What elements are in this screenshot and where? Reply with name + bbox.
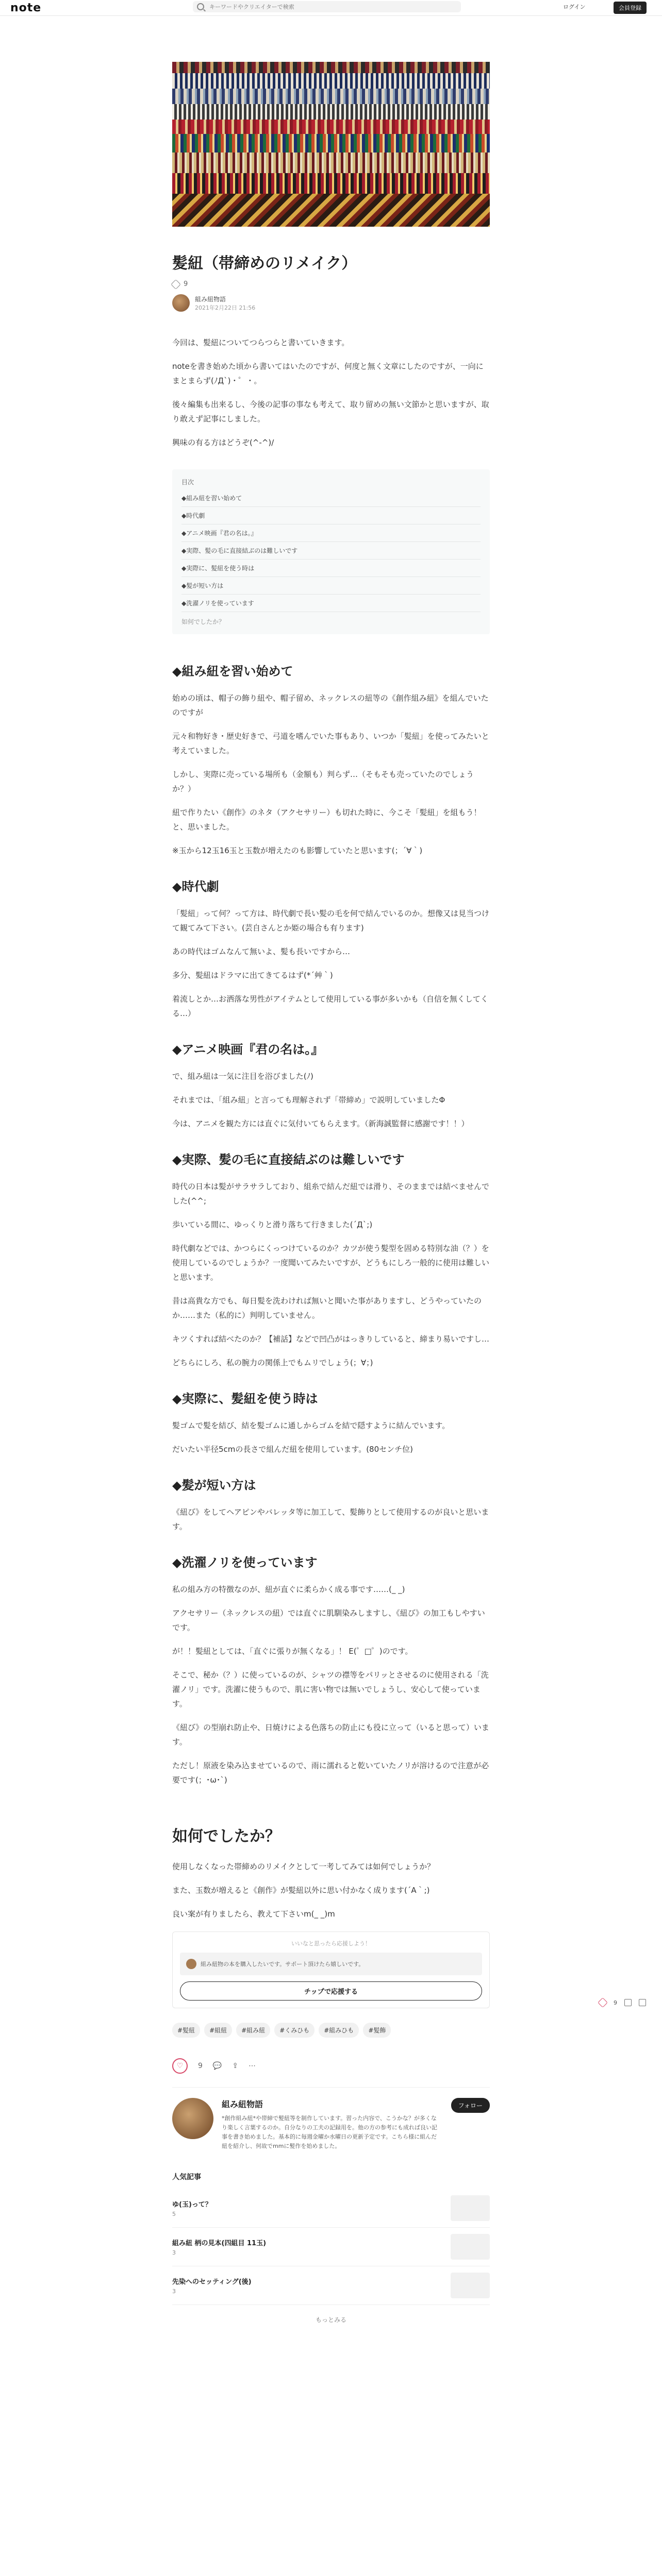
toc-item[interactable]: 如何でしたか？: [181, 618, 225, 625]
side-like-count: 9: [614, 1999, 617, 2006]
like-count[interactable]: [172, 280, 490, 288]
intro-text: [172, 335, 490, 450]
paragraph: 時代の日本は髪がサラサラしており、組糸で結んだ紐では滑り、そのままでは結べませんでした(^^;: [172, 1182, 490, 1206]
toc-item[interactable]: ◆実際に、髪紐を使う時は: [181, 560, 481, 577]
section-heading: ◆実際に、髪紐を使う時は: [172, 1392, 318, 1406]
comment-icon[interactable]: 💬: [212, 2062, 222, 2070]
paragraph: 今は、アニメを観た方には直ぐに気付いてもらえます。（新海誠監督に感謝です！！）: [172, 1119, 469, 1128]
author-profile: [172, 2087, 490, 2151]
toc-item[interactable]: ◆組み紐を習い始めて: [181, 489, 481, 507]
paragraph: アクセサリー（ネックレスの紐）では直ぐに肌馴染みしますし、《紐び》の加工もしやすいです。: [172, 1608, 485, 1632]
paragraph: 良い案が有りましたら、教えて下さいm(_ _)m: [172, 1909, 335, 1919]
paragraph: 私の組み方の特徴なのが、紐が直ぐに柔らかく成る事です……(_ _): [172, 1585, 405, 1594]
paragraph: 《紐び》の型崩れ防止や、日焼けによる色落ちの防止にも役に立って（いると思って）います。: [172, 1723, 489, 1747]
paragraph: それまでは、「組み紐」と言っても理解されず「帯締め」で説明していましたΦ: [172, 1095, 445, 1105]
paragraph: キツくすれば結べたのか？【補話】などで凹凸がはっきりしていると、締まり易いですし…: [172, 1334, 490, 1344]
heart-icon: [171, 279, 181, 290]
thumbnail[interactable]: [451, 2273, 490, 2298]
toc-item[interactable]: ◆時代劇: [181, 507, 481, 524]
author-avatar[interactable]: [172, 294, 190, 312]
follow-button[interactable]: フォロー: [451, 2098, 490, 2113]
paragraph: 歩いている間に、ゆっくりと滑り落ちて行きました(´Д`;): [172, 1220, 373, 1229]
paragraph: 時代劇などでは、かつらにくっつけているのか？カツが使う髪型を固める特別な油（？）を使用しているのでしょうか？一度聞いてみたいですが、どうもにしろ一般的に使用は難しいと思います。: [172, 1244, 490, 1282]
paragraph: noteを書き始めた頃から書いてはいたのですが、何度と無く文章にしたのですが、一向にまとまらず(ﾉД`)・゜・。: [172, 362, 484, 385]
tag[interactable]: #組みひも: [319, 2023, 359, 2038]
popular-title[interactable]: ゆ(玉)って？: [172, 2201, 212, 2209]
section-heading: ◆洗濯ノリを使っています: [172, 1555, 318, 1570]
paragraph: 紐で作りたい《創作》のネタ（アクセサリー）も切れた時に、今こそ「髪紐」を組もう！と、思いました。: [172, 808, 482, 832]
paragraph: そこで、秘か（？）に使っているのが、シャツの襟等をパリッとさせるのに使用される「洗濯ノリ」です。洗濯に使うもので、肌に害い物では無いでしょうし、安心して使っています。: [172, 1670, 489, 1708]
article-content: [172, 62, 490, 2324]
search-icon: [197, 3, 204, 10]
section-heading: ◆髪が短い方は: [172, 1478, 256, 1493]
heart-icon[interactable]: [598, 1997, 608, 2008]
paragraph: 昔は高貴な方でも、毎日髪を洗わければ無いと聞いた事がありますし、どうやっていたのか……また（私的に）判明していません。: [172, 1296, 482, 1320]
thumbnail[interactable]: [451, 2234, 490, 2260]
tag[interactable]: #髪紐: [172, 2023, 200, 2038]
popular-likes: 3: [172, 2288, 176, 2295]
support-box: [172, 1931, 490, 2008]
floating-actions: [599, 1999, 646, 2006]
signup-button[interactable]: 会員登録: [614, 2, 647, 14]
profile-name[interactable]: 組み紐物語: [222, 2099, 263, 2109]
popular-item[interactable]: [172, 2266, 490, 2305]
toc-item[interactable]: ◆髪が短い方は: [181, 577, 481, 595]
section-heading: ◆実際、髪の毛に直接結ぶのは難しいです: [172, 1153, 405, 1167]
popular-likes: 5: [172, 2211, 176, 2217]
paragraph: ただし！原液を染み込ませているので、雨に濡れると乾いていたノリが溶けるので注意が必要です(；･ω･`): [172, 1761, 489, 1785]
login-link[interactable]: ログイン: [563, 4, 586, 10]
more-icon[interactable]: ⋯: [249, 2062, 256, 2070]
paragraph: だいたい半径5cmの長さで組んだ紐を使用しています。(80センチ位): [172, 1445, 413, 1454]
popular-heading: 人気記事: [172, 2173, 201, 2181]
thumbnail[interactable]: [451, 2195, 490, 2221]
support-label: いいなと思ったら応援しよう！: [291, 1940, 371, 1947]
toc-heading[interactable]: 目次: [181, 479, 194, 486]
closing-heading: 如何でしたか？: [172, 1827, 280, 1845]
tag-list: [172, 2023, 490, 2038]
paragraph: 着流しとか…お洒落な男性がアイテムとして使用している事が多いかも（自信を無くしてくる…）: [172, 994, 488, 1018]
popular-articles: [172, 2172, 490, 2324]
section-heading: ◆組み紐を習い始めて: [172, 664, 293, 679]
profile-description: *創作組み紐*や帯締で髪紐等を制作しています。習った内容で、こうかな？が多くなり楽しく言葉するのか。自分なりの工夫の記録用を。他の方の参考にも成れば良い記事を書き始めました。基本的に毎週金曜か水曜日の更新予定です。こちら様に組んだ紐を紹介し、何故でmmに髪作を始めました。: [222, 2115, 437, 2149]
author-avatar-large[interactable]: [172, 2098, 213, 2139]
author-avatar: [186, 1959, 196, 1969]
paragraph: 興味の有る方はどうぞ(^-^)/: [172, 438, 274, 447]
share-icon[interactable]: [639, 1999, 646, 2006]
toc-item[interactable]: ◆洗濯ノリを使っています: [181, 595, 481, 612]
paragraph: 後々編集も出来るし、今後の記事の事なも考えて、取り留めの無い文節かと思いますが、取り敢えず記事にしました。: [172, 400, 489, 423]
bookmark-icon[interactable]: [624, 1999, 632, 2006]
tag[interactable]: #組紐: [204, 2023, 232, 2038]
search-bar[interactable]: [193, 1, 461, 12]
tag[interactable]: #くみひも: [274, 2023, 315, 2038]
share-icon[interactable]: ⇪: [232, 2062, 239, 2070]
like-count-value: 9: [198, 2062, 203, 2070]
tip-button[interactable]: チップで応援する: [180, 1981, 482, 2001]
paragraph: 始めの頃は、帽子の飾り紐や、帽子留め、ネックレスの紐等の《創作組み紐》を組んでいたのですが: [172, 693, 489, 717]
popular-title[interactable]: 先染へのセッティング(後): [172, 2278, 252, 2286]
paragraph: 元々和物好き・歴史好きで、弓道を嗜んでいた事もあり、いつか「髪紐」を使ってみたいと考えていました。: [172, 732, 489, 755]
author-name[interactable]: 組み紐物語: [195, 295, 226, 303]
more-link[interactable]: もっとみる: [315, 2316, 346, 2324]
article-title: 髪紐（帯締めのリメイク）: [172, 255, 357, 273]
popular-item[interactable]: [172, 2228, 490, 2266]
paragraph: どちらにしろ、私の腕力の関係上でもムリでしょう(；∀；): [172, 1358, 373, 1367]
author-row[interactable]: [172, 294, 490, 312]
table-of-contents: [172, 469, 490, 634]
article-actions: [172, 2058, 490, 2074]
paragraph: 今回は、髪紐についてつらつらと書いていきます。: [172, 338, 350, 347]
popular-item[interactable]: [172, 2189, 490, 2228]
paragraph: ※玉から12玉16玉と玉数が増えたのも影響していたと思います(；´∀｀): [172, 846, 423, 855]
search-input[interactable]: [208, 3, 448, 11]
toc-item[interactable]: ◆アニメ映画『君の名は。』: [181, 524, 481, 542]
section-heading: ◆アニメ映画『君の名は。』: [172, 1042, 324, 1057]
paragraph: 「髪紐」って何？って方は、時代劇で長い髪の毛を何で結んでいるのか。想像又は見当つけて観てみて下さい。(芸自さんとか姫の場合も有ります): [172, 909, 490, 933]
paragraph: しかし、実際に売っている場所も（金額も）判らず…（そもそも売っていたのでしょうか？）: [172, 770, 474, 793]
hero-image: [172, 62, 490, 227]
paragraph: 多分、髪紐はドラマに出てきてるはず(*´艸｀): [172, 971, 333, 980]
paragraph: あの時代はゴムなんて無いよ、髪も長いですから…: [172, 947, 351, 956]
paragraph: 髪ゴムで髪を結び、結を髪ゴムに通しからゴムを結で隠すように結んでいます。: [172, 1421, 450, 1430]
paragraph: 使用しなくなった帯締めのリメイクとして一考してみては如何でしょうか？: [172, 1862, 435, 1871]
toc-item[interactable]: ◆実際、髪の毛に直接結ぶのは難しいです: [181, 542, 481, 560]
publish-date: 2021年2月22日 21:56: [195, 304, 256, 311]
support-message: [180, 1953, 482, 1975]
like-count-value: 9: [184, 280, 188, 288]
paragraph: 《紐び》をしてヘアピンやバレッタ等に加工して、髪飾りとして使用するのが良いと思います。: [172, 1507, 489, 1531]
popular-title[interactable]: 組み紐 柄の見本(四組目 11玉): [172, 2240, 267, 2247]
support-text: 組み紐物の本を購入したいです。サポート頂けたら嬉しいです。: [201, 1961, 365, 1968]
paragraph: で、組み紐は一気に注目を浴びました(ﾉ): [172, 1072, 313, 1081]
paragraph: また、玉数が増えると《創作》が髪紐以外に思い付かなく成ります(´A｀;): [172, 1886, 430, 1895]
tag[interactable]: #髪飾: [363, 2023, 391, 2038]
section-heading: ◆時代劇: [172, 879, 219, 894]
like-button[interactable]: ♡: [172, 2058, 188, 2074]
site-header: [0, 0, 662, 16]
popular-likes: 3: [172, 2249, 176, 2256]
tag[interactable]: #組み紐: [236, 2023, 270, 2038]
note-logo[interactable]: note: [10, 2, 42, 14]
paragraph: が！！髪紐としては、「直ぐに張りが無くなる」！ E(゜□゜)のです。: [172, 1647, 413, 1656]
